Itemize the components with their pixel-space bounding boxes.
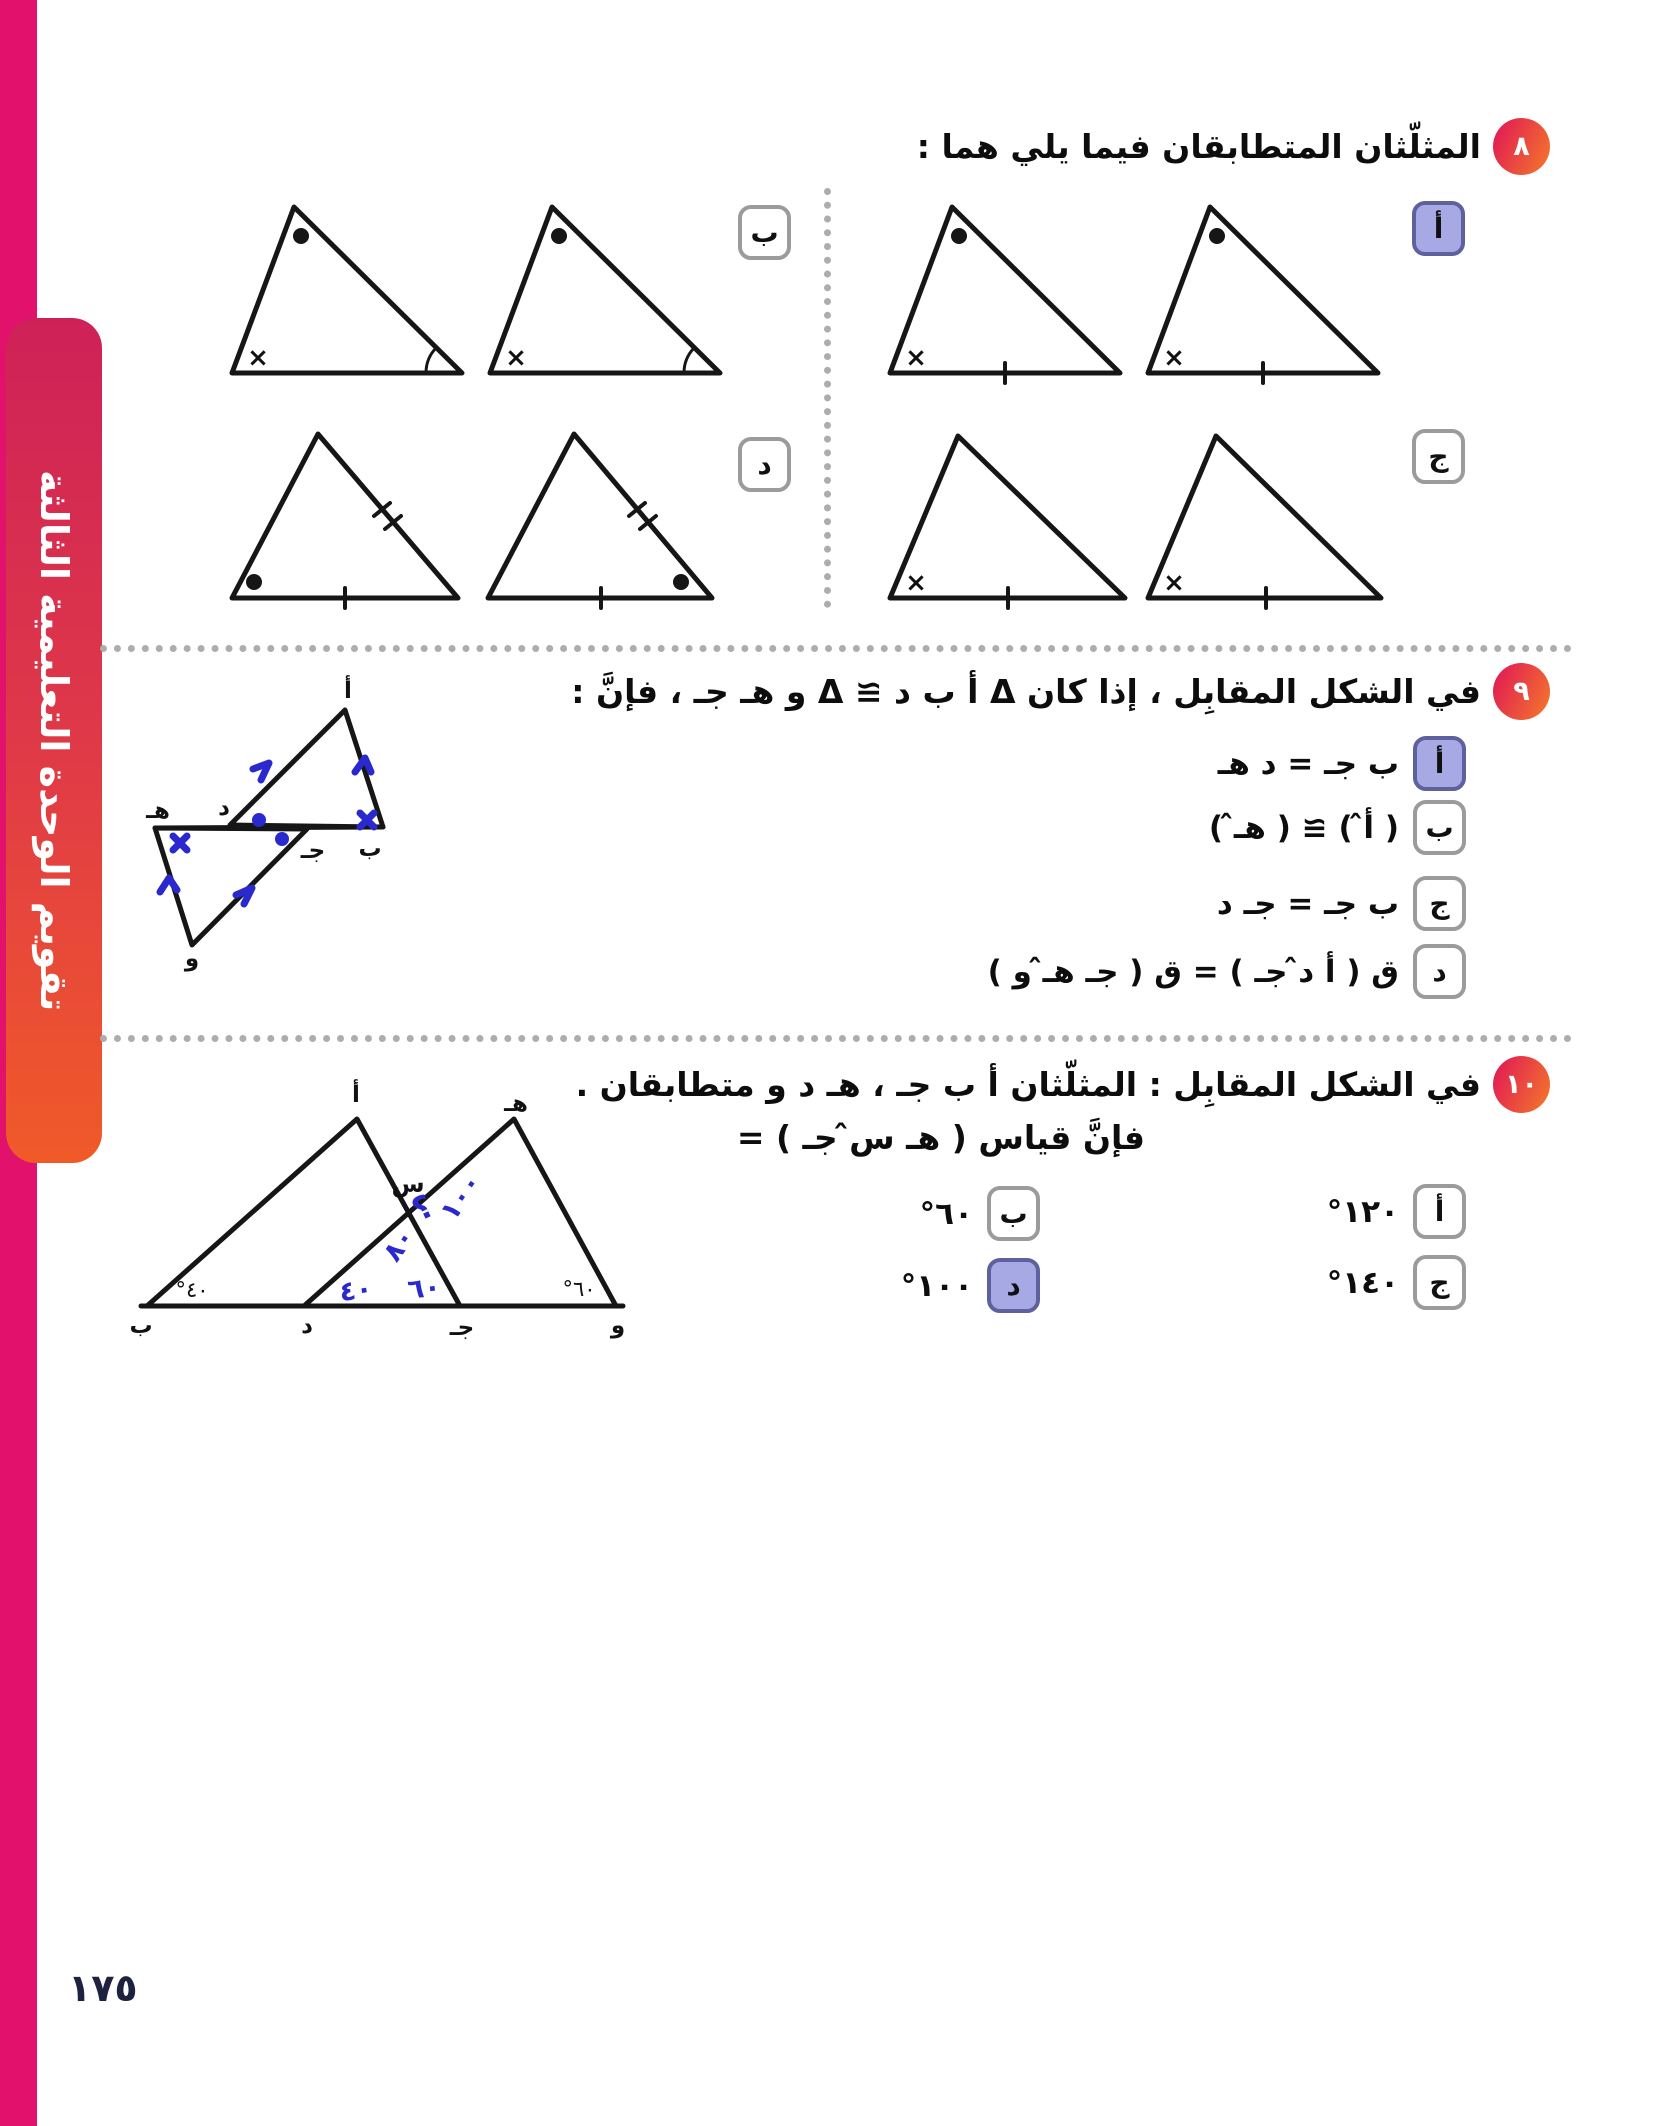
- q9-option-c-box: [1413, 876, 1466, 931]
- q10-option-d-box: [987, 1258, 1040, 1313]
- vertex-label-ha: هـ: [504, 1091, 528, 1117]
- q9-option-b-label: ب: [1425, 811, 1454, 844]
- vertex-label-dal: د: [301, 1313, 313, 1339]
- triangle-left: [890, 207, 1120, 383]
- q8-option-c-label: ج: [1428, 440, 1449, 473]
- page-number: ١٧٥: [68, 1966, 138, 2010]
- apex-dot-mark: [293, 228, 309, 244]
- triangle-left: [232, 207, 462, 373]
- q9-option-c-text: ب جـ = جـ د: [1216, 885, 1399, 922]
- vertex-label-ba: ب: [129, 1313, 153, 1339]
- separator-q8-q9: [100, 645, 1572, 652]
- handwritten-angle-d: ٤٠: [337, 1272, 375, 1309]
- q8-option-b-box: [738, 205, 791, 260]
- triangle-right: [490, 207, 720, 373]
- q8-figure-pair-a: [878, 190, 1383, 390]
- triangle-right: [488, 434, 712, 608]
- q9-option-a-label: أ: [1434, 747, 1445, 780]
- angle-arc-mark: [426, 348, 437, 374]
- q10-option-d-row: [901, 1258, 1040, 1313]
- question-8-number: ٨: [1513, 131, 1530, 162]
- apex-dot-mark: [951, 228, 967, 244]
- handwritten-angle-j: ٦٠: [406, 1271, 443, 1306]
- q9-option-d-box: [1413, 944, 1466, 999]
- vertex-label-waw: و: [610, 1313, 626, 1339]
- q9-option-a-box: [1413, 736, 1466, 791]
- q10-option-a-value: ١٢٠°: [1326, 1193, 1399, 1230]
- angle-arc-mark: [684, 348, 695, 374]
- vertex-label-ba: ب: [358, 836, 382, 862]
- q10-option-a-label: أ: [1434, 1195, 1445, 1228]
- q10-option-b-label: ب: [999, 1197, 1028, 1230]
- question-9-number: ٩: [1513, 676, 1530, 707]
- angle-x-mark: ×: [905, 568, 927, 598]
- printed-angle-ba: ٤٠°: [175, 1278, 209, 1302]
- corner-dot-mark: [673, 574, 689, 590]
- vertex-label-dal: د: [218, 795, 230, 821]
- q10-option-a-box: [1413, 1184, 1466, 1239]
- q8-option-b-label: ب: [750, 216, 779, 249]
- vertex-label-alef: أ: [344, 678, 352, 704]
- printed-angle-waw: ٦٠°: [562, 1277, 596, 1301]
- q10-option-d-label: د: [1006, 1269, 1021, 1302]
- q8-option-a-label: أ: [1433, 212, 1444, 245]
- vertex-label-alef: أ: [352, 1082, 360, 1108]
- triangle-right: [1148, 207, 1378, 383]
- side-arrow-mark: [160, 878, 177, 892]
- sidebar-tab: [6, 318, 102, 1163]
- q10-option-b-row: [920, 1186, 1040, 1241]
- separator-q9-q10: [100, 1035, 1572, 1042]
- q9-option-b-box: [1413, 800, 1466, 855]
- angle-dot-mark-blue: [252, 813, 266, 827]
- separator-q8-columns: [824, 188, 831, 608]
- question-10-number: ١٠: [1505, 1069, 1538, 1100]
- apex-dot-mark: [1209, 228, 1225, 244]
- q10-option-d-value: ١٠٠°: [900, 1267, 973, 1304]
- q8-figure-pair-c: [878, 415, 1383, 615]
- q8-option-d-label: د: [757, 448, 772, 481]
- angle-x-mark: ×: [247, 343, 269, 373]
- triangle-left: [890, 436, 1125, 608]
- question-8-badge: [1493, 118, 1550, 175]
- vertex-label-ha: هـ: [146, 798, 170, 824]
- question-10-header: [576, 1056, 1550, 1113]
- apex-dot-mark: [551, 228, 567, 244]
- q9-option-d-row: [988, 944, 1466, 999]
- angle-dot-mark-blue: [275, 832, 289, 846]
- question-8-header: [917, 118, 1550, 175]
- handwritten-question-mark: ؟: [405, 1186, 439, 1230]
- q10-option-a-row: [1327, 1184, 1466, 1239]
- q10-figure: [103, 1080, 651, 1342]
- q8-option-d-box: [738, 437, 791, 492]
- handwritten-angle-s-inner: ٨٠: [376, 1222, 422, 1268]
- question-8-title: المثلّثان المتطابقان فيما يلي هما :: [916, 127, 1481, 166]
- corner-dot-mark: [246, 574, 262, 590]
- q9-option-d-text: ق ( أ د̂ جـ ) = ق ( جـ هـ̂ و ): [987, 953, 1399, 990]
- q8-figure-pair-d: [220, 415, 725, 615]
- question-10-badge: [1493, 1056, 1550, 1113]
- vertex-label-waw: و: [184, 946, 200, 972]
- q9-option-c-label: ج: [1429, 887, 1450, 920]
- q10-option-c-value: ١٤٠°: [1326, 1264, 1399, 1301]
- intersection-label-seen: س: [391, 1170, 425, 1198]
- q10-option-c-box: [1413, 1255, 1466, 1310]
- angle-x-mark: ×: [1163, 568, 1185, 598]
- vertex-label-jeem: جـ: [300, 838, 326, 864]
- q8-figure-pair-b: [220, 190, 725, 390]
- handwritten-angle-s-outer: ١٠٠: [434, 1167, 488, 1227]
- sidebar-unit-title: تقويم الوحدة التعليمية الثالثة: [32, 469, 76, 1012]
- q10-option-c-label: ج: [1429, 1266, 1450, 1299]
- triangle-right: [1148, 436, 1381, 608]
- q9-option-a-row: [1218, 736, 1466, 791]
- q9-option-d-label: د: [1432, 955, 1447, 988]
- question-10-title-line2: فإنَّ قياس ( هـ س̂ جـ ) =: [736, 1118, 1145, 1157]
- q9-option-c-row: [1217, 876, 1466, 931]
- q9-option-b-row: [1209, 800, 1466, 855]
- q9-option-a-text: ب جـ = د هـ: [1217, 745, 1399, 782]
- q10-option-c-row: [1327, 1255, 1466, 1310]
- question-9-title: في الشكل المقابِل ، إذا كان Δ أ ب د ≅ Δ و هـ جـ ، فإنَّ :: [571, 672, 1481, 711]
- q8-option-a-box: [1412, 201, 1465, 256]
- vertex-label-jeem: جـ: [449, 1315, 475, 1341]
- question-10-title-line1: في الشكل المقابِل : المثلّثان أ ب جـ ، هـ د و متطابقان .: [575, 1065, 1481, 1104]
- q10-option-b-box: [987, 1186, 1040, 1241]
- question-9-badge: [1493, 663, 1550, 720]
- q9-option-b-text: ( أ̂ ) ≅ ( هـ̂ ): [1208, 809, 1399, 846]
- q8-option-c-box: [1412, 429, 1465, 484]
- q9-figure: [112, 652, 442, 987]
- q10-option-b-value: ٦٠°: [919, 1195, 973, 1232]
- side-arrow-mark: [253, 763, 269, 780]
- angle-x-mark: ×: [505, 343, 527, 373]
- triangle-left: [232, 434, 458, 608]
- angle-x-mark: ×: [1163, 343, 1185, 373]
- angle-x-mark: ×: [905, 343, 927, 373]
- question-9-header: [571, 663, 1550, 720]
